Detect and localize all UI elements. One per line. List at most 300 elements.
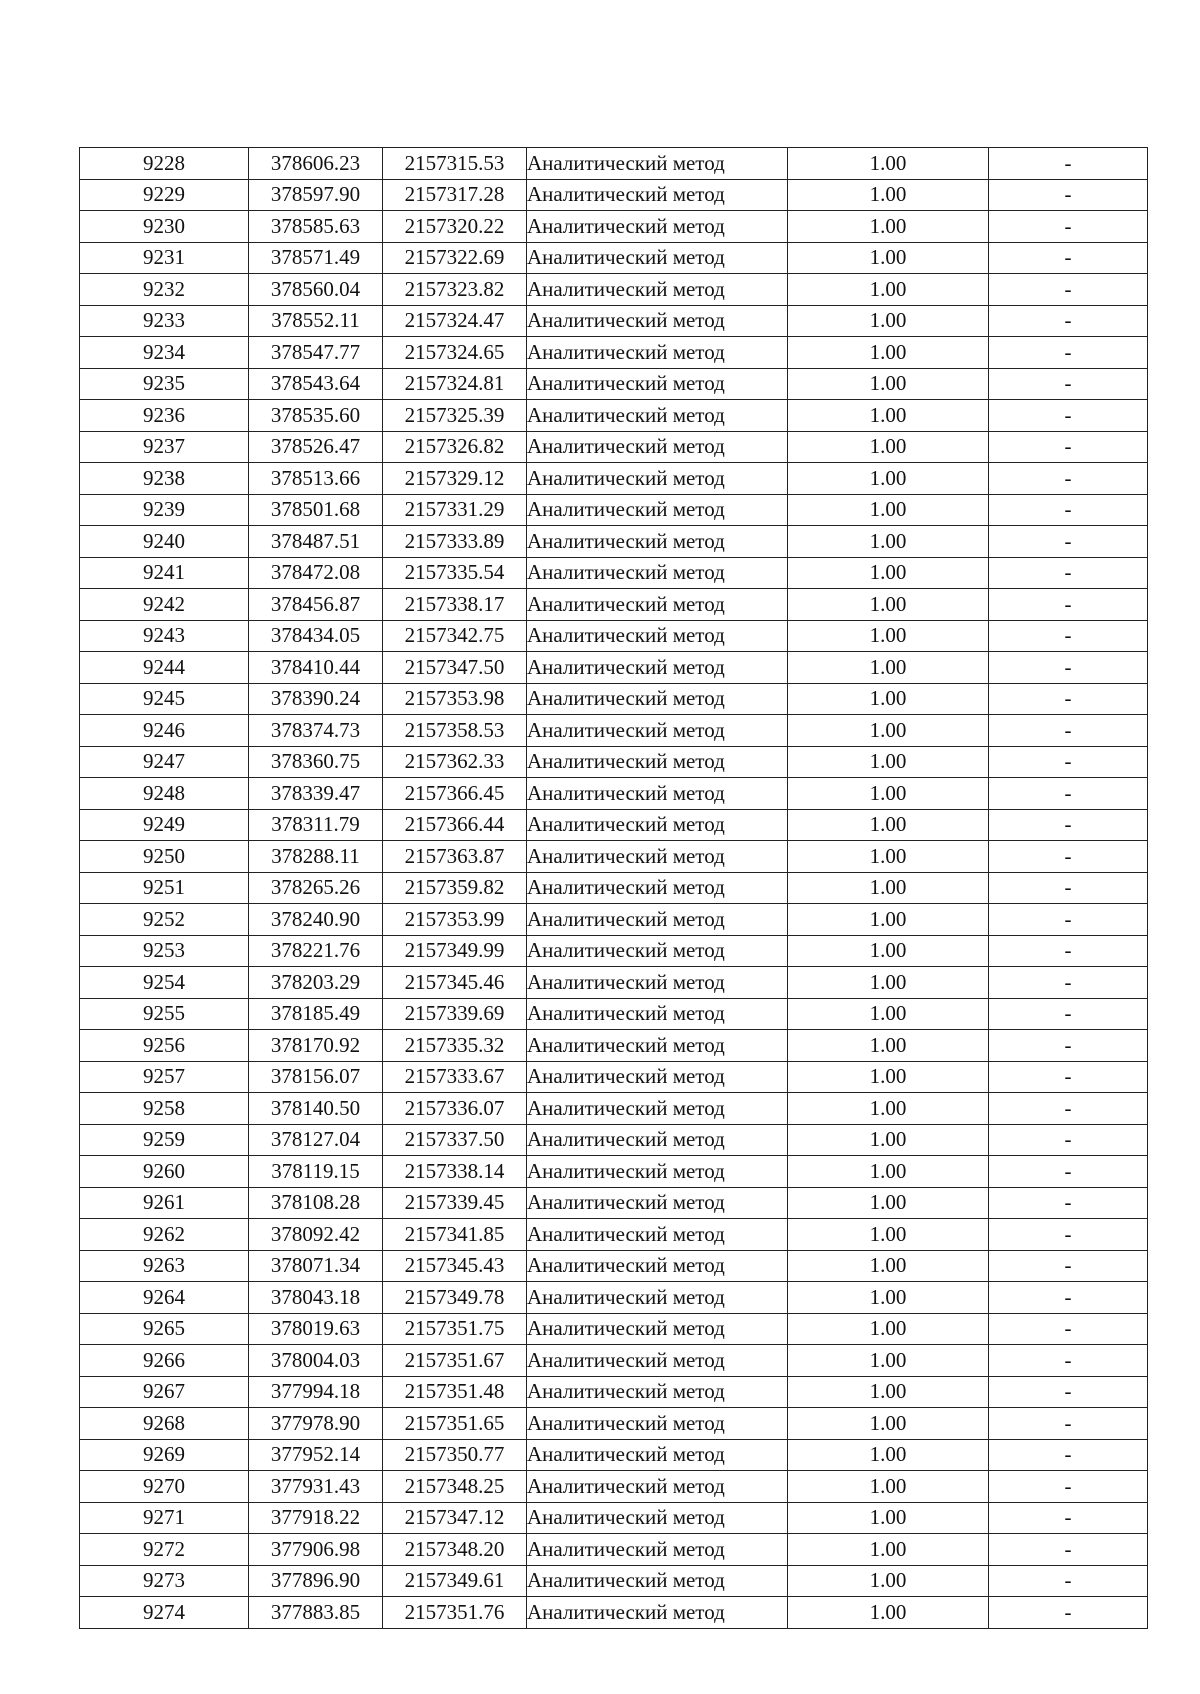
method-cell: Аналитический метод — [527, 337, 788, 369]
table-row — [80, 431, 1148, 463]
accuracy-cell: 1.00 — [788, 746, 989, 778]
point-number-cell: 9272 — [80, 1534, 249, 1566]
accuracy-cell: 1.00 — [788, 1156, 989, 1188]
table-row — [80, 305, 1148, 337]
table-row — [80, 368, 1148, 400]
description-cell: - — [989, 1313, 1148, 1345]
method-cell: Аналитический метод — [527, 431, 788, 463]
point-number-cell: 9247 — [80, 746, 249, 778]
x-coordinate-cell: 378410.44 — [249, 652, 383, 684]
description-cell: - — [989, 778, 1148, 810]
accuracy-cell: 1.00 — [788, 1597, 989, 1629]
description-cell: - — [989, 494, 1148, 526]
method-cell: Аналитический метод — [527, 746, 788, 778]
y-coordinate-cell: 2157349.99 — [383, 935, 527, 967]
accuracy-cell: 1.00 — [788, 683, 989, 715]
point-number-cell: 9273 — [80, 1565, 249, 1597]
y-coordinate-cell: 2157348.20 — [383, 1534, 527, 1566]
accuracy-cell: 1.00 — [788, 400, 989, 432]
table-row — [80, 620, 1148, 652]
accuracy-cell: 1.00 — [788, 494, 989, 526]
method-cell: Аналитический метод — [527, 872, 788, 904]
x-coordinate-cell: 378339.47 — [249, 778, 383, 810]
x-coordinate-cell: 377883.85 — [249, 1597, 383, 1629]
accuracy-cell: 1.00 — [788, 841, 989, 873]
x-coordinate-cell: 378390.24 — [249, 683, 383, 715]
point-number-cell: 9249 — [80, 809, 249, 841]
table-row — [80, 1156, 1148, 1188]
description-cell: - — [989, 179, 1148, 211]
x-coordinate-cell: 378585.63 — [249, 211, 383, 243]
y-coordinate-cell: 2157337.50 — [383, 1124, 527, 1156]
point-number-cell: 9252 — [80, 904, 249, 936]
y-coordinate-cell: 2157358.53 — [383, 715, 527, 747]
description-cell: - — [989, 1093, 1148, 1125]
method-cell: Аналитический метод — [527, 1345, 788, 1377]
description-cell: - — [989, 1439, 1148, 1471]
x-coordinate-cell: 378185.49 — [249, 998, 383, 1030]
x-coordinate-cell: 377896.90 — [249, 1565, 383, 1597]
x-coordinate-cell: 378119.15 — [249, 1156, 383, 1188]
description-cell: - — [989, 1534, 1148, 1566]
y-coordinate-cell: 2157338.14 — [383, 1156, 527, 1188]
x-coordinate-cell: 378526.47 — [249, 431, 383, 463]
accuracy-cell: 1.00 — [788, 1282, 989, 1314]
description-cell: - — [989, 337, 1148, 369]
accuracy-cell: 1.00 — [788, 1250, 989, 1282]
point-number-cell: 9251 — [80, 872, 249, 904]
description-cell: - — [989, 1187, 1148, 1219]
x-coordinate-cell: 378552.11 — [249, 305, 383, 337]
point-number-cell: 9236 — [80, 400, 249, 432]
description-cell: - — [989, 1597, 1148, 1629]
method-cell: Аналитический метод — [527, 1471, 788, 1503]
y-coordinate-cell: 2157323.82 — [383, 274, 527, 306]
point-number-cell: 9268 — [80, 1408, 249, 1440]
x-coordinate-cell: 378092.42 — [249, 1219, 383, 1251]
method-cell: Аналитический метод — [527, 1250, 788, 1282]
description-cell: - — [989, 274, 1148, 306]
x-coordinate-cell: 378606.23 — [249, 148, 383, 180]
y-coordinate-cell: 2157322.69 — [383, 242, 527, 274]
table-row — [80, 1471, 1148, 1503]
accuracy-cell: 1.00 — [788, 368, 989, 400]
accuracy-cell: 1.00 — [788, 589, 989, 621]
y-coordinate-cell: 2157363.87 — [383, 841, 527, 873]
x-coordinate-cell: 378108.28 — [249, 1187, 383, 1219]
point-number-cell: 9240 — [80, 526, 249, 558]
accuracy-cell: 1.00 — [788, 935, 989, 967]
x-coordinate-cell: 377994.18 — [249, 1376, 383, 1408]
description-cell: - — [989, 1250, 1148, 1282]
method-cell: Аналитический метод — [527, 652, 788, 684]
table-row — [80, 904, 1148, 936]
method-cell: Аналитический метод — [527, 1313, 788, 1345]
method-cell: Аналитический метод — [527, 400, 788, 432]
table-row — [80, 1534, 1148, 1566]
y-coordinate-cell: 2157351.76 — [383, 1597, 527, 1629]
table-row — [80, 715, 1148, 747]
table-row — [80, 1502, 1148, 1534]
description-cell: - — [989, 998, 1148, 1030]
x-coordinate-cell: 378221.76 — [249, 935, 383, 967]
table-row — [80, 1030, 1148, 1062]
table-row — [80, 1439, 1148, 1471]
table-row — [80, 1250, 1148, 1282]
x-coordinate-cell: 378547.77 — [249, 337, 383, 369]
point-number-cell: 9271 — [80, 1502, 249, 1534]
method-cell: Аналитический метод — [527, 148, 788, 180]
x-coordinate-cell: 378019.63 — [249, 1313, 383, 1345]
table-row — [80, 1408, 1148, 1440]
method-cell: Аналитический метод — [527, 274, 788, 306]
accuracy-cell: 1.00 — [788, 211, 989, 243]
x-coordinate-cell: 378140.50 — [249, 1093, 383, 1125]
method-cell: Аналитический метод — [527, 368, 788, 400]
method-cell: Аналитический метод — [527, 1502, 788, 1534]
accuracy-cell: 1.00 — [788, 715, 989, 747]
method-cell: Аналитический метод — [527, 683, 788, 715]
description-cell: - — [989, 746, 1148, 778]
description-cell: - — [989, 148, 1148, 180]
table-row — [80, 1376, 1148, 1408]
point-number-cell: 9253 — [80, 935, 249, 967]
x-coordinate-cell: 378288.11 — [249, 841, 383, 873]
description-cell: - — [989, 1408, 1148, 1440]
table-row — [80, 746, 1148, 778]
description-cell: - — [989, 652, 1148, 684]
description-cell: - — [989, 620, 1148, 652]
y-coordinate-cell: 2157324.65 — [383, 337, 527, 369]
x-coordinate-cell: 378127.04 — [249, 1124, 383, 1156]
method-cell: Аналитический метод — [527, 242, 788, 274]
accuracy-cell: 1.00 — [788, 179, 989, 211]
accuracy-cell: 1.00 — [788, 1187, 989, 1219]
description-cell: - — [989, 1345, 1148, 1377]
description-cell: - — [989, 967, 1148, 999]
y-coordinate-cell: 2157348.25 — [383, 1471, 527, 1503]
x-coordinate-cell: 377952.14 — [249, 1439, 383, 1471]
method-cell: Аналитический метод — [527, 998, 788, 1030]
y-coordinate-cell: 2157338.17 — [383, 589, 527, 621]
x-coordinate-cell: 378434.05 — [249, 620, 383, 652]
y-coordinate-cell: 2157317.28 — [383, 179, 527, 211]
point-number-cell: 9264 — [80, 1282, 249, 1314]
method-cell: Аналитический метод — [527, 1124, 788, 1156]
y-coordinate-cell: 2157339.69 — [383, 998, 527, 1030]
table-row — [80, 1219, 1148, 1251]
y-coordinate-cell: 2157342.75 — [383, 620, 527, 652]
accuracy-cell: 1.00 — [788, 1061, 989, 1093]
description-cell: - — [989, 1061, 1148, 1093]
table-row — [80, 557, 1148, 589]
accuracy-cell: 1.00 — [788, 1534, 989, 1566]
description-cell: - — [989, 1124, 1148, 1156]
method-cell: Аналитический метод — [527, 1439, 788, 1471]
accuracy-cell: 1.00 — [788, 148, 989, 180]
table-row — [80, 274, 1148, 306]
description-cell: - — [989, 715, 1148, 747]
table-row — [80, 1597, 1148, 1629]
y-coordinate-cell: 2157349.78 — [383, 1282, 527, 1314]
y-coordinate-cell: 2157335.32 — [383, 1030, 527, 1062]
point-number-cell: 9248 — [80, 778, 249, 810]
point-number-cell: 9230 — [80, 211, 249, 243]
table-row — [80, 872, 1148, 904]
method-cell: Аналитический метод — [527, 1061, 788, 1093]
x-coordinate-cell: 378311.79 — [249, 809, 383, 841]
y-coordinate-cell: 2157315.53 — [383, 148, 527, 180]
accuracy-cell: 1.00 — [788, 526, 989, 558]
x-coordinate-cell: 378156.07 — [249, 1061, 383, 1093]
point-number-cell: 9241 — [80, 557, 249, 589]
point-number-cell: 9244 — [80, 652, 249, 684]
point-number-cell: 9232 — [80, 274, 249, 306]
method-cell: Аналитический метод — [527, 557, 788, 589]
accuracy-cell: 1.00 — [788, 305, 989, 337]
point-number-cell: 9261 — [80, 1187, 249, 1219]
y-coordinate-cell: 2157326.82 — [383, 431, 527, 463]
accuracy-cell: 1.00 — [788, 1030, 989, 1062]
x-coordinate-cell: 378543.64 — [249, 368, 383, 400]
point-number-cell: 9260 — [80, 1156, 249, 1188]
accuracy-cell: 1.00 — [788, 778, 989, 810]
method-cell: Аналитический метод — [527, 1219, 788, 1251]
point-number-cell: 9231 — [80, 242, 249, 274]
table-row — [80, 211, 1148, 243]
point-number-cell: 9270 — [80, 1471, 249, 1503]
x-coordinate-cell: 378203.29 — [249, 967, 383, 999]
description-cell: - — [989, 211, 1148, 243]
x-coordinate-cell: 378597.90 — [249, 179, 383, 211]
table-row — [80, 652, 1148, 684]
x-coordinate-cell: 378472.08 — [249, 557, 383, 589]
accuracy-cell: 1.00 — [788, 998, 989, 1030]
description-cell: - — [989, 368, 1148, 400]
accuracy-cell: 1.00 — [788, 1408, 989, 1440]
method-cell: Аналитический метод — [527, 589, 788, 621]
point-number-cell: 9267 — [80, 1376, 249, 1408]
description-cell: - — [989, 1030, 1148, 1062]
table-row — [80, 1565, 1148, 1597]
y-coordinate-cell: 2157345.43 — [383, 1250, 527, 1282]
coordinates-table-body — [80, 148, 1148, 1629]
accuracy-cell: 1.00 — [788, 1313, 989, 1345]
accuracy-cell: 1.00 — [788, 557, 989, 589]
description-cell: - — [989, 1156, 1148, 1188]
y-coordinate-cell: 2157347.50 — [383, 652, 527, 684]
x-coordinate-cell: 378360.75 — [249, 746, 383, 778]
accuracy-cell: 1.00 — [788, 652, 989, 684]
x-coordinate-cell: 378071.34 — [249, 1250, 383, 1282]
table-row — [80, 809, 1148, 841]
method-cell: Аналитический метод — [527, 620, 788, 652]
table-row — [80, 1345, 1148, 1377]
description-cell: - — [989, 305, 1148, 337]
accuracy-cell: 1.00 — [788, 809, 989, 841]
y-coordinate-cell: 2157351.75 — [383, 1313, 527, 1345]
point-number-cell: 9238 — [80, 463, 249, 495]
y-coordinate-cell: 2157341.85 — [383, 1219, 527, 1251]
point-number-cell: 9239 — [80, 494, 249, 526]
accuracy-cell: 1.00 — [788, 904, 989, 936]
point-number-cell: 9245 — [80, 683, 249, 715]
x-coordinate-cell: 377906.98 — [249, 1534, 383, 1566]
y-coordinate-cell: 2157351.65 — [383, 1408, 527, 1440]
description-cell: - — [989, 1565, 1148, 1597]
y-coordinate-cell: 2157331.29 — [383, 494, 527, 526]
table-row — [80, 683, 1148, 715]
point-number-cell: 9255 — [80, 998, 249, 1030]
y-coordinate-cell: 2157353.99 — [383, 904, 527, 936]
table-row — [80, 998, 1148, 1030]
point-number-cell: 9266 — [80, 1345, 249, 1377]
description-cell: - — [989, 1219, 1148, 1251]
accuracy-cell: 1.00 — [788, 1565, 989, 1597]
table-row — [80, 400, 1148, 432]
description-cell: - — [989, 841, 1148, 873]
accuracy-cell: 1.00 — [788, 431, 989, 463]
table-row — [80, 1093, 1148, 1125]
description-cell: - — [989, 557, 1148, 589]
table-row — [80, 589, 1148, 621]
x-coordinate-cell: 378501.68 — [249, 494, 383, 526]
point-number-cell: 9254 — [80, 967, 249, 999]
point-number-cell: 9258 — [80, 1093, 249, 1125]
description-cell: - — [989, 463, 1148, 495]
method-cell: Аналитический метод — [527, 1030, 788, 1062]
point-number-cell: 9259 — [80, 1124, 249, 1156]
point-number-cell: 9233 — [80, 305, 249, 337]
point-number-cell: 9262 — [80, 1219, 249, 1251]
method-cell: Аналитический метод — [527, 841, 788, 873]
x-coordinate-cell: 378560.04 — [249, 274, 383, 306]
method-cell: Аналитический метод — [527, 967, 788, 999]
method-cell: Аналитический метод — [527, 1534, 788, 1566]
point-number-cell: 9265 — [80, 1313, 249, 1345]
table-row — [80, 1124, 1148, 1156]
y-coordinate-cell: 2157320.22 — [383, 211, 527, 243]
point-number-cell: 9228 — [80, 148, 249, 180]
point-number-cell: 9250 — [80, 841, 249, 873]
method-cell: Аналитический метод — [527, 305, 788, 337]
y-coordinate-cell: 2157351.67 — [383, 1345, 527, 1377]
accuracy-cell: 1.00 — [788, 1219, 989, 1251]
description-cell: - — [989, 526, 1148, 558]
point-number-cell: 9269 — [80, 1439, 249, 1471]
y-coordinate-cell: 2157324.47 — [383, 305, 527, 337]
accuracy-cell: 1.00 — [788, 274, 989, 306]
accuracy-cell: 1.00 — [788, 463, 989, 495]
description-cell: - — [989, 400, 1148, 432]
point-number-cell: 9237 — [80, 431, 249, 463]
x-coordinate-cell: 378265.26 — [249, 872, 383, 904]
point-number-cell: 9243 — [80, 620, 249, 652]
description-cell: - — [989, 242, 1148, 274]
x-coordinate-cell: 378170.92 — [249, 1030, 383, 1062]
x-coordinate-cell: 378043.18 — [249, 1282, 383, 1314]
y-coordinate-cell: 2157366.45 — [383, 778, 527, 810]
y-coordinate-cell: 2157345.46 — [383, 967, 527, 999]
point-number-cell: 9274 — [80, 1597, 249, 1629]
table-row — [80, 463, 1148, 495]
description-cell: - — [989, 809, 1148, 841]
table-row — [80, 967, 1148, 999]
accuracy-cell: 1.00 — [788, 1439, 989, 1471]
accuracy-cell: 1.00 — [788, 1502, 989, 1534]
y-coordinate-cell: 2157329.12 — [383, 463, 527, 495]
x-coordinate-cell: 377978.90 — [249, 1408, 383, 1440]
y-coordinate-cell: 2157333.67 — [383, 1061, 527, 1093]
table-row — [80, 1187, 1148, 1219]
description-cell: - — [989, 1502, 1148, 1534]
point-number-cell: 9263 — [80, 1250, 249, 1282]
method-cell: Аналитический метод — [527, 935, 788, 967]
y-coordinate-cell: 2157339.45 — [383, 1187, 527, 1219]
x-coordinate-cell: 377931.43 — [249, 1471, 383, 1503]
description-cell: - — [989, 683, 1148, 715]
x-coordinate-cell: 378456.87 — [249, 589, 383, 621]
method-cell: Аналитический метод — [527, 904, 788, 936]
point-number-cell: 9256 — [80, 1030, 249, 1062]
method-cell: Аналитический метод — [527, 1187, 788, 1219]
method-cell: Аналитический метод — [527, 778, 788, 810]
y-coordinate-cell: 2157351.48 — [383, 1376, 527, 1408]
table-row — [80, 526, 1148, 558]
point-number-cell: 9246 — [80, 715, 249, 747]
method-cell: Аналитический метод — [527, 494, 788, 526]
description-cell: - — [989, 872, 1148, 904]
table-row — [80, 337, 1148, 369]
y-coordinate-cell: 2157349.61 — [383, 1565, 527, 1597]
method-cell: Аналитический метод — [527, 1597, 788, 1629]
method-cell: Аналитический метод — [527, 526, 788, 558]
method-cell: Аналитический метод — [527, 1282, 788, 1314]
x-coordinate-cell: 378004.03 — [249, 1345, 383, 1377]
y-coordinate-cell: 2157325.39 — [383, 400, 527, 432]
method-cell: Аналитический метод — [527, 463, 788, 495]
method-cell: Аналитический метод — [527, 809, 788, 841]
x-coordinate-cell: 378374.73 — [249, 715, 383, 747]
table-row — [80, 935, 1148, 967]
point-number-cell: 9242 — [80, 589, 249, 621]
description-cell: - — [989, 904, 1148, 936]
description-cell: - — [989, 1471, 1148, 1503]
y-coordinate-cell: 2157335.54 — [383, 557, 527, 589]
table-row — [80, 1313, 1148, 1345]
y-coordinate-cell: 2157359.82 — [383, 872, 527, 904]
accuracy-cell: 1.00 — [788, 1345, 989, 1377]
description-cell: - — [989, 1376, 1148, 1408]
table-row — [80, 1061, 1148, 1093]
accuracy-cell: 1.00 — [788, 242, 989, 274]
y-coordinate-cell: 2157353.98 — [383, 683, 527, 715]
accuracy-cell: 1.00 — [788, 1471, 989, 1503]
table-row — [80, 148, 1148, 180]
y-coordinate-cell: 2157350.77 — [383, 1439, 527, 1471]
method-cell: Аналитический метод — [527, 1093, 788, 1125]
y-coordinate-cell: 2157347.12 — [383, 1502, 527, 1534]
accuracy-cell: 1.00 — [788, 337, 989, 369]
y-coordinate-cell: 2157336.07 — [383, 1093, 527, 1125]
method-cell: Аналитический метод — [527, 1156, 788, 1188]
table-row — [80, 494, 1148, 526]
table-row — [80, 841, 1148, 873]
table-row — [80, 1282, 1148, 1314]
accuracy-cell: 1.00 — [788, 1093, 989, 1125]
method-cell: Аналитический метод — [527, 179, 788, 211]
x-coordinate-cell: 378487.51 — [249, 526, 383, 558]
